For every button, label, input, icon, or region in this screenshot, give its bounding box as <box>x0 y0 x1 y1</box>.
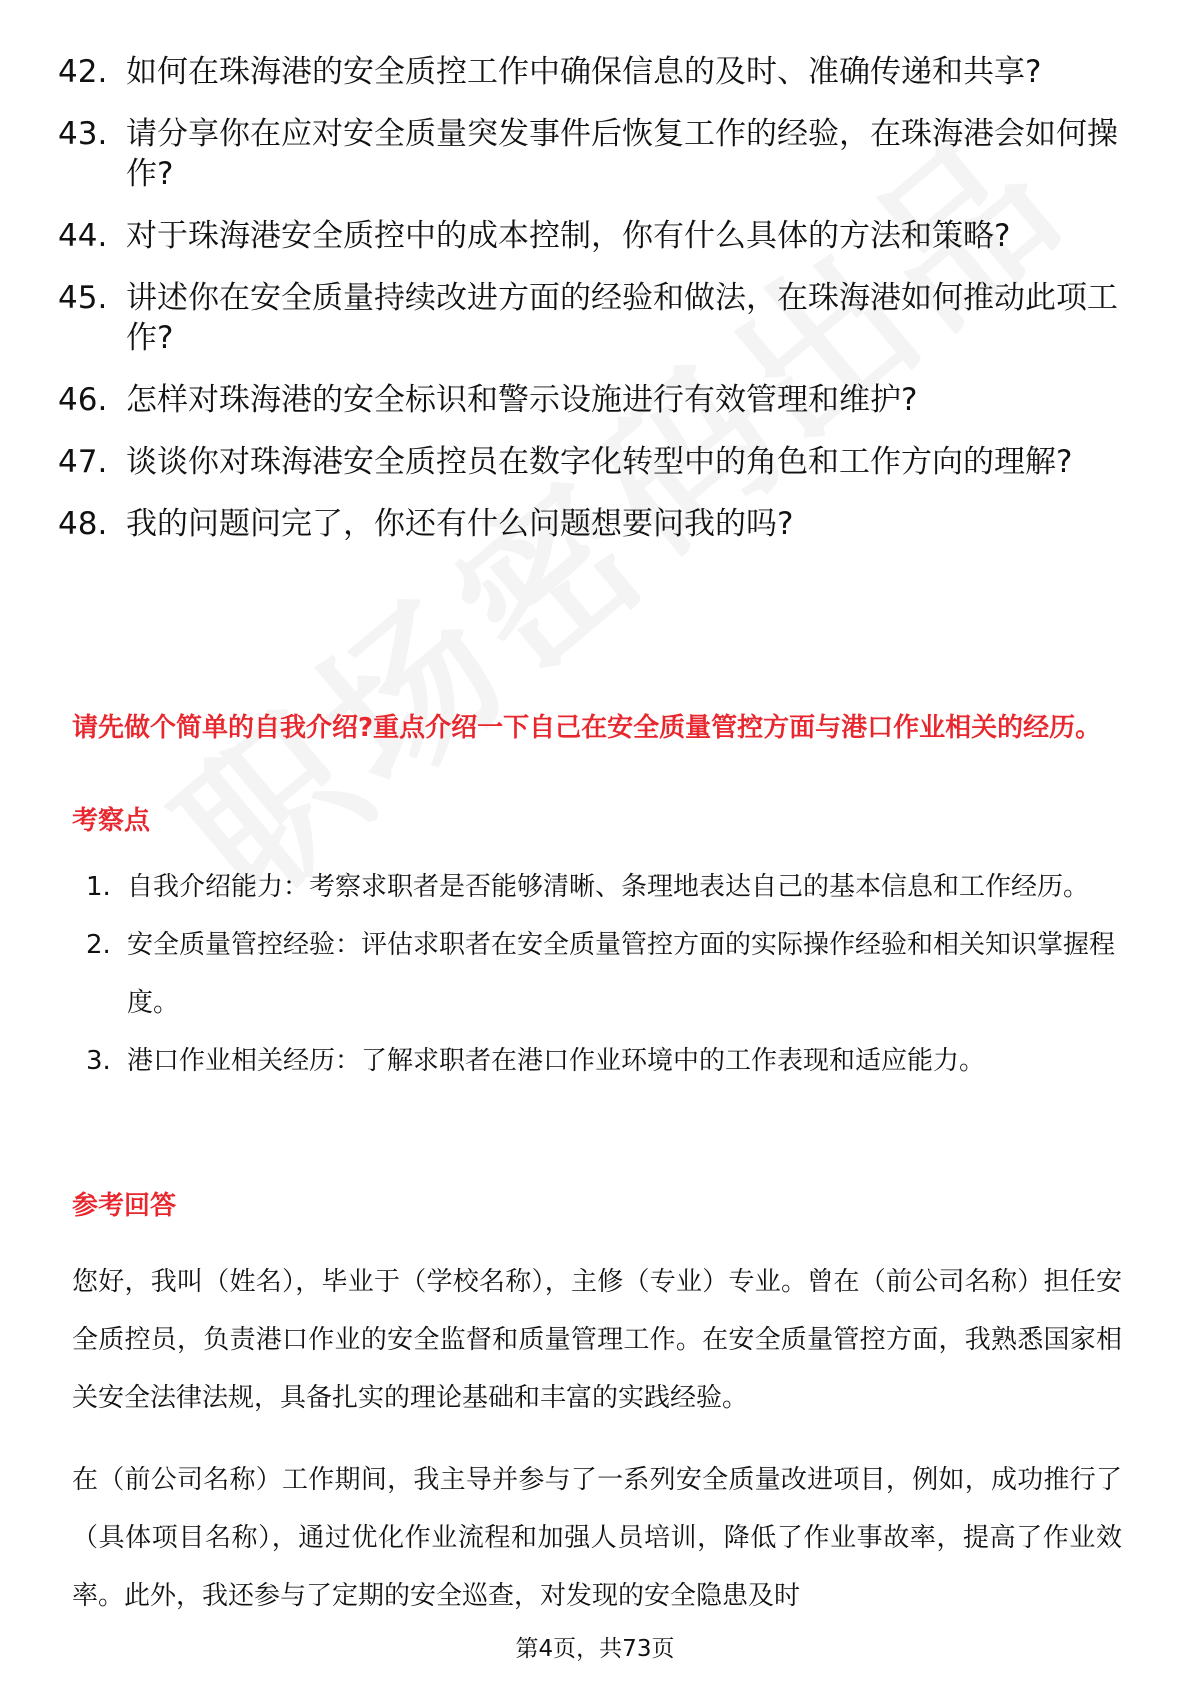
list-item <box>72 916 1122 1032</box>
item-number: 48. <box>58 506 108 542</box>
question-list <box>58 52 1128 566</box>
list-item <box>58 504 1128 544</box>
item-text: 我的问题问完了，你还有什么问题想要问我的吗? <box>126 506 794 542</box>
answer-paragraph: 在（前公司名称）工作期间，我主导并参与了一系列安全质量改进项目，例如，成功推行了（具体项目名称），通过优化作业流程和加强人员培训，降低了作业事故率，提高了作业效率。此外，我还参与了定期的安全巡查，对发现的安全隐患及时 <box>72 1465 1122 1611</box>
item-text: 港口作业相关经历：了解求职者在港口作业环境中的工作表现和适应能力。 <box>127 1046 986 1076</box>
item-text: 请分享你在应对安全质量突发事件后恢复工作的经验，在珠海港会如何操作? <box>126 116 1118 192</box>
list-item <box>58 380 1128 420</box>
item-number: 47. <box>58 444 108 480</box>
item-number: 46. <box>58 382 108 418</box>
item-number: 43. <box>58 116 108 152</box>
list-item <box>58 216 1128 256</box>
list-item <box>58 114 1128 194</box>
list-item <box>58 52 1128 92</box>
list-item <box>58 442 1128 482</box>
item-text: 谈谈你对珠海港安全质控员在数字化转型中的角色和工作方向的理解? <box>126 444 1073 480</box>
item-number: 45. <box>58 280 108 316</box>
list-item <box>72 858 1122 916</box>
answer-heading: 参考回答 <box>72 1191 177 1221</box>
list-item <box>72 1032 1122 1090</box>
item-text: 讲述你在安全质量持续改进方面的经验和做法，在珠海港如何推动此项工作? <box>126 280 1118 356</box>
section-question-heading: 请先做个简单的自我介绍?重点介绍一下自己在安全质量管控方面与港口作业相关的经历。 <box>72 713 1102 743</box>
item-number: 42. <box>58 54 108 90</box>
item-text: 自我介绍能力：考察求职者是否能够清晰、条理地表达自己的基本信息和工作经历。 <box>127 872 1090 902</box>
item-number: 2. <box>86 930 111 960</box>
item-number: 44. <box>58 218 108 254</box>
page-footer: 第4页，共73页 <box>515 1636 675 1662</box>
item-number: 3. <box>86 1046 111 1076</box>
points-list <box>72 858 1122 1090</box>
item-number: 1. <box>86 872 111 902</box>
item-text: 如何在珠海港的安全质控工作中确保信息的及时、准确传递和共享? <box>126 54 1042 90</box>
points-heading: 考察点 <box>72 806 151 836</box>
item-text: 安全质量管控经验：评估求职者在安全质量管控方面的实际操作经验和相关知识掌握程度。 <box>127 930 1116 1018</box>
list-item <box>58 278 1128 358</box>
item-text: 怎样对珠海港的安全标识和警示设施进行有效管理和维护? <box>126 382 918 418</box>
answer-paragraph: 您好，我叫（姓名），毕业于（学校名称），主修（专业）专业。曾在（前公司名称）担任安全质控员，负责港口作业的安全监督和质量管理工作。在安全质量管控方面，我熟悉国家相关安全法律法规，具备扎实的理论基础和丰富的实践经验。 <box>72 1267 1122 1413</box>
item-text: 对于珠海港安全质控中的成本控制，你有什么具体的方法和策略? <box>126 218 1011 254</box>
